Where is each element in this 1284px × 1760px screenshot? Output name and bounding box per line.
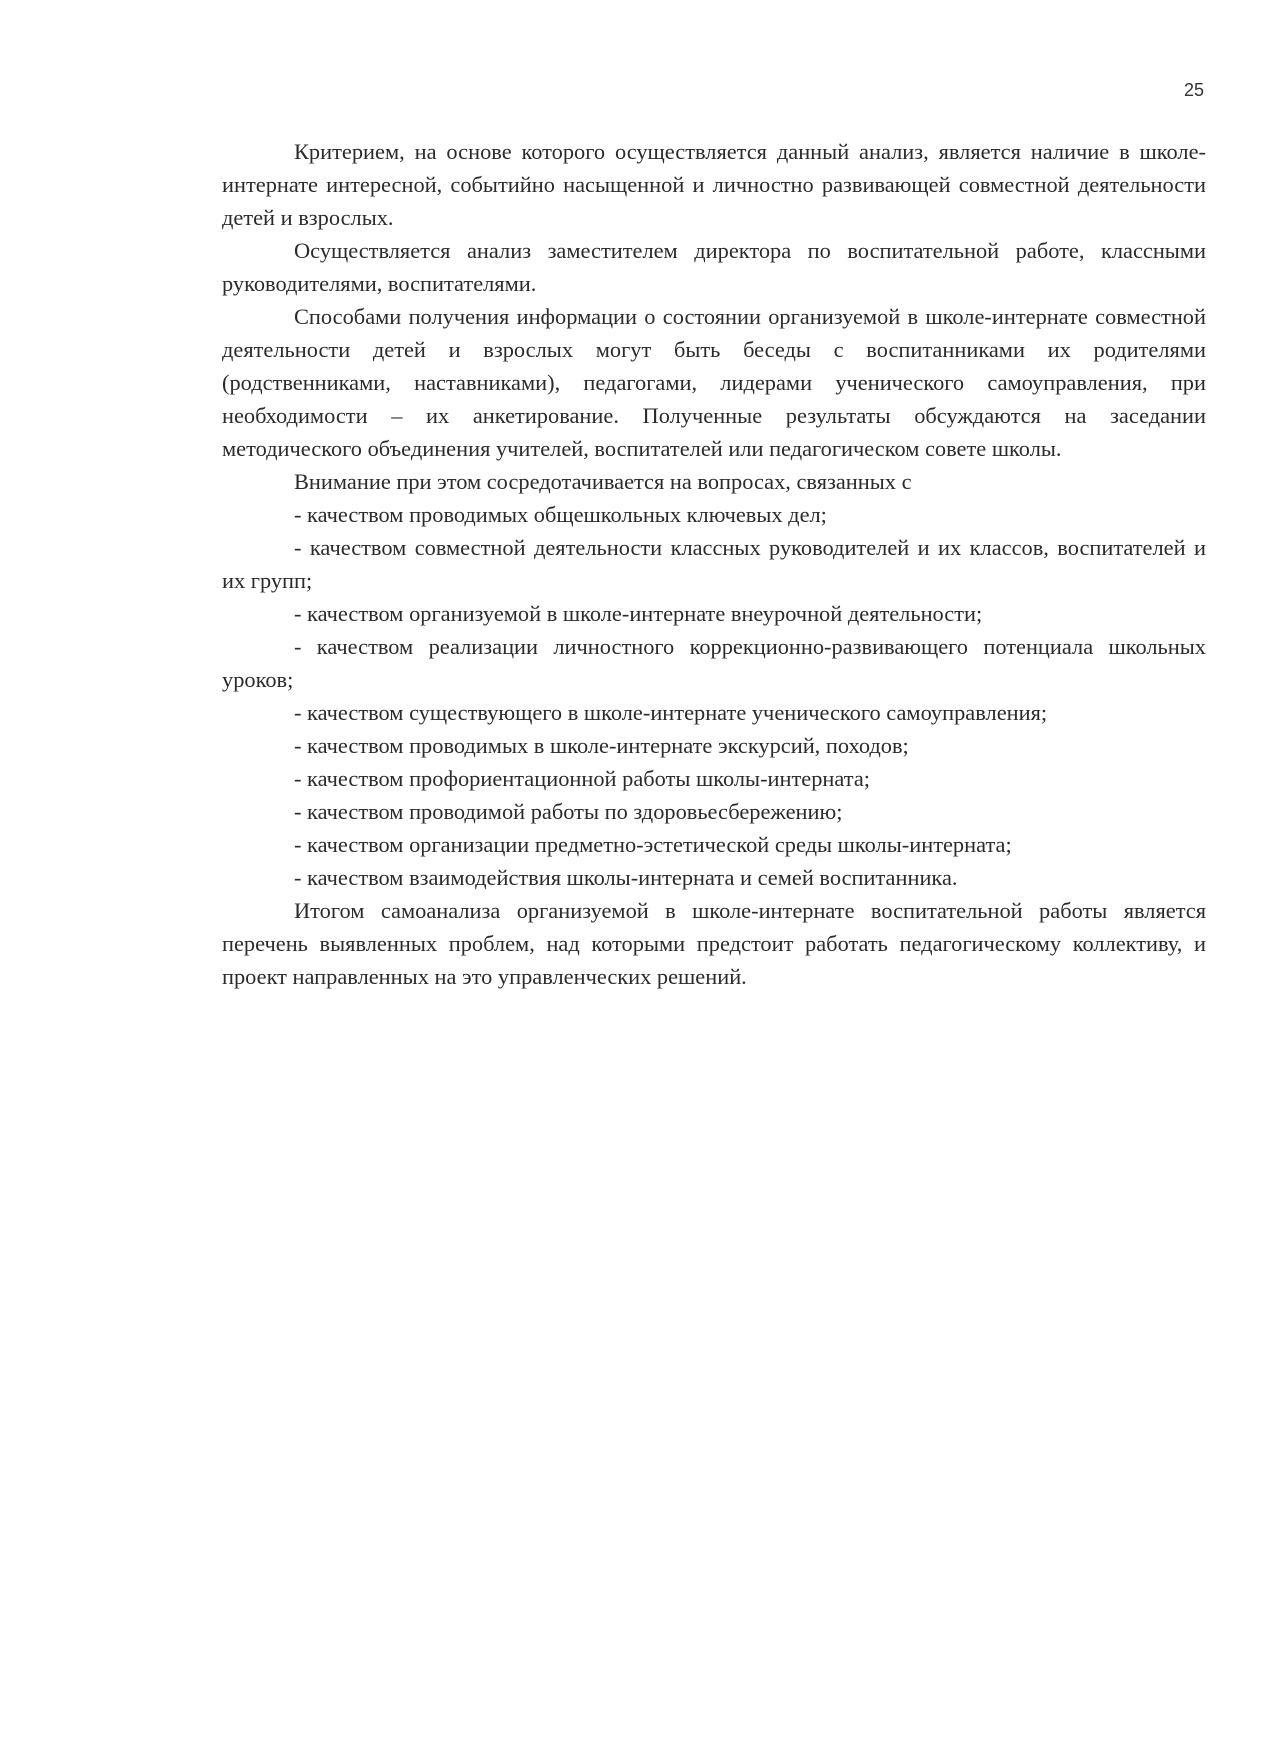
list-item: - качеством взаимодействия школы-интерната и семей воспитанника. — [294, 865, 958, 890]
document-body — [222, 135, 1206, 993]
list-item: - качеством совместной деятельности классных руководителей и их классов, воспитателей и их групп; — [222, 535, 1206, 593]
paragraph-analysis-performers: Осуществляется анализ заместителем директора по воспитательной работе, классными руководителями, воспитателями. — [222, 238, 1206, 296]
paragraph-information-methods: Способами получения информации о состоянии организуемой в школе-интернате совместной деятельности детей и взрослых могут быть беседы с воспитанниками их родителями (родственниками, наставниками), педагогами, лидерами ученического самоуправления, при необходимости – их анкетирование. Полученные результаты обсуждаются на заседании методического объединения учителей, воспитателей или педагогическом совете школы. — [222, 304, 1206, 461]
paragraph-criterion: Критерием, на основе которого осуществляется данный анализ, является наличие в школе-интернате интересной, событийно насыщенной и личностно развивающей совместной деятельности детей и взрослых. — [222, 139, 1206, 230]
paragraph-conclusion: Итогом самоанализа организуемой в школе-интернате воспитательной работы является перечень выявленных проблем, над которыми предстоит работать педагогическому коллективу, и проект направленных на это управленческих решений. — [222, 898, 1206, 989]
list-item: - качеством проводимых в школе-интернате экскурсий, походов; — [294, 733, 909, 758]
list-item: - качеством проводимых общешкольных ключевых дел; — [294, 502, 827, 527]
list-item: - качеством реализации личностного коррекционно-развивающего потенциала школьных уроков; — [222, 634, 1206, 692]
list-item: - качеством существующего в школе-интернате ученического самоуправления; — [294, 700, 1048, 725]
list-item: - качеством организуемой в школе-интернате внеурочной деятельности; — [294, 601, 983, 626]
paragraph-attention-focus: Внимание при этом сосредотачивается на вопросах, связанных с — [294, 469, 912, 494]
list-item: - качеством проводимой работы по здоровьесбережению; — [294, 799, 843, 824]
page-number: 25 — [1183, 80, 1204, 100]
list-item: - качеством организации предметно-эстетической среды школы-интерната; — [294, 832, 1012, 857]
list-item: - качеством профориентационной работы школы-интерната; — [294, 766, 870, 791]
